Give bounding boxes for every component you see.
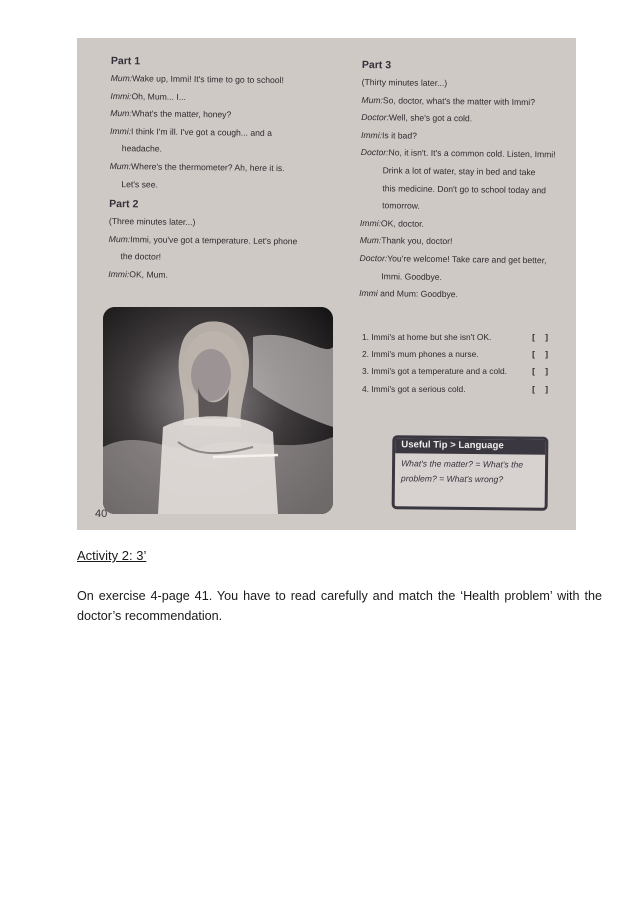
part-3-lines bbox=[359, 74, 567, 305]
speaker: Mum: bbox=[359, 235, 382, 246]
speaker: Mum: bbox=[110, 72, 133, 84]
answer-box: [ ] bbox=[532, 366, 552, 377]
tip-line: problem? = What's wrong? bbox=[400, 473, 504, 485]
question-row bbox=[362, 329, 552, 346]
line-text: Immi. Goodbye. bbox=[381, 270, 443, 282]
tip-heading: Useful Tip > Language bbox=[395, 438, 545, 455]
line-text: I think I'm ill. I've got a cough... and a bbox=[130, 126, 272, 138]
line-text: OK, Mum. bbox=[129, 269, 169, 280]
textbook-page-number: 40 bbox=[95, 508, 108, 520]
line-text: this medicine. Don't go to school today and bbox=[382, 182, 547, 195]
speaker: Mum: bbox=[361, 94, 384, 105]
line-text: Well, she's got a cold. bbox=[388, 112, 473, 124]
dialogue-left-column bbox=[108, 52, 321, 286]
line-text: Immi, you've got a temperature. Let's phone bbox=[130, 233, 298, 247]
speaker: Immi bbox=[359, 288, 378, 299]
question-row bbox=[362, 381, 552, 398]
dialogue-line bbox=[359, 285, 564, 305]
sick-girl-photo bbox=[103, 307, 333, 514]
dialogue-line bbox=[108, 266, 318, 286]
dialogue-line bbox=[360, 162, 565, 182]
speaker: Immi: bbox=[108, 268, 130, 280]
speaker: Mum: bbox=[110, 108, 132, 119]
speaker: Mum: bbox=[109, 160, 132, 172]
dialogue-line bbox=[111, 70, 321, 90]
line-text: What's the matter, honey? bbox=[131, 108, 232, 120]
useful-tip-box bbox=[392, 435, 549, 511]
part-2-lines bbox=[108, 213, 319, 286]
line-text: tomorrow. bbox=[382, 200, 420, 211]
question-text: 2. Immi's mum phones a nurse. bbox=[362, 349, 479, 360]
tip-body bbox=[395, 453, 545, 491]
tip-line: What's the matter? = What's the bbox=[401, 458, 524, 470]
activity-title: Activity 2: 3’ bbox=[77, 548, 147, 563]
line-text: Wake up, Immi! It's time to go to school! bbox=[132, 73, 284, 86]
part-1-title: Part 1 bbox=[110, 54, 141, 68]
speaker: Immi: bbox=[359, 217, 382, 228]
dialogue-line bbox=[109, 176, 319, 196]
dialogue-line bbox=[361, 109, 566, 129]
part-2-title: Part 2 bbox=[109, 198, 139, 211]
question-row bbox=[362, 346, 552, 363]
dialogue-line bbox=[110, 105, 320, 125]
answer-box: [ ] bbox=[532, 332, 552, 342]
line-text: Drink a lot of water, stay in bed and take bbox=[382, 165, 536, 178]
part-1-lines bbox=[109, 70, 320, 196]
question-row bbox=[362, 363, 552, 380]
line-text: the doctor! bbox=[120, 251, 162, 262]
line-text: Oh, Mum... I... bbox=[131, 90, 186, 102]
line-text: and Mum: Goodbye. bbox=[380, 288, 459, 300]
speaker: Immi: bbox=[110, 90, 132, 101]
line-text: No, it isn't. It's a common cold. Listen, Immi! bbox=[388, 147, 556, 160]
answer-box: [ ] bbox=[532, 349, 552, 360]
speaker: Doctor: bbox=[361, 112, 390, 123]
question-text: 3. Immi's got a temperature and a cold. bbox=[362, 366, 507, 377]
speaker: Doctor: bbox=[359, 252, 388, 264]
line-text: OK, doctor. bbox=[380, 217, 425, 229]
speaker: Mum: bbox=[108, 233, 131, 244]
dialogue-line bbox=[109, 213, 319, 233]
dialogue-line bbox=[359, 250, 564, 270]
dialogue-line bbox=[360, 197, 565, 217]
line-text: So, doctor, what's the matter with Immi? bbox=[382, 94, 536, 107]
textbook-page-photo bbox=[77, 38, 576, 530]
line-text: Where's the thermometer? Ah, here it is. bbox=[131, 161, 285, 174]
line-text: headache. bbox=[121, 143, 163, 155]
answer-box: [ ] bbox=[532, 383, 552, 394]
speaker: Immi: bbox=[360, 129, 383, 141]
line-text: (Three minutes later...) bbox=[108, 216, 196, 228]
activity-instructions: On exercise 4-page 41. You have to read carefully and match the ‘Health problem’ with the doctor’s recommendation. bbox=[77, 589, 602, 623]
dialogue-line bbox=[109, 158, 319, 178]
line-text: Thank you, doctor! bbox=[381, 235, 453, 247]
question-text: 4. Immi's got a serious cold. bbox=[362, 383, 466, 394]
part-3-title: Part 3 bbox=[361, 58, 392, 72]
textbook-page bbox=[77, 38, 576, 530]
line-text: You're welcome! Take care and get better, bbox=[387, 253, 547, 266]
speaker: Doctor: bbox=[360, 147, 389, 158]
true-false-questions bbox=[362, 329, 552, 398]
line-text: (Thirty minutes later...) bbox=[361, 76, 448, 89]
line-text: Let's see. bbox=[121, 178, 158, 190]
question-text: 1. Immi's at home but she isn't OK. bbox=[362, 332, 492, 342]
line-text: Is it bad? bbox=[381, 130, 417, 141]
speaker: Immi: bbox=[109, 125, 132, 137]
dialogue-line bbox=[362, 74, 567, 94]
sick-girl-illustration bbox=[103, 307, 333, 514]
dialogue-right-column bbox=[359, 56, 567, 305]
